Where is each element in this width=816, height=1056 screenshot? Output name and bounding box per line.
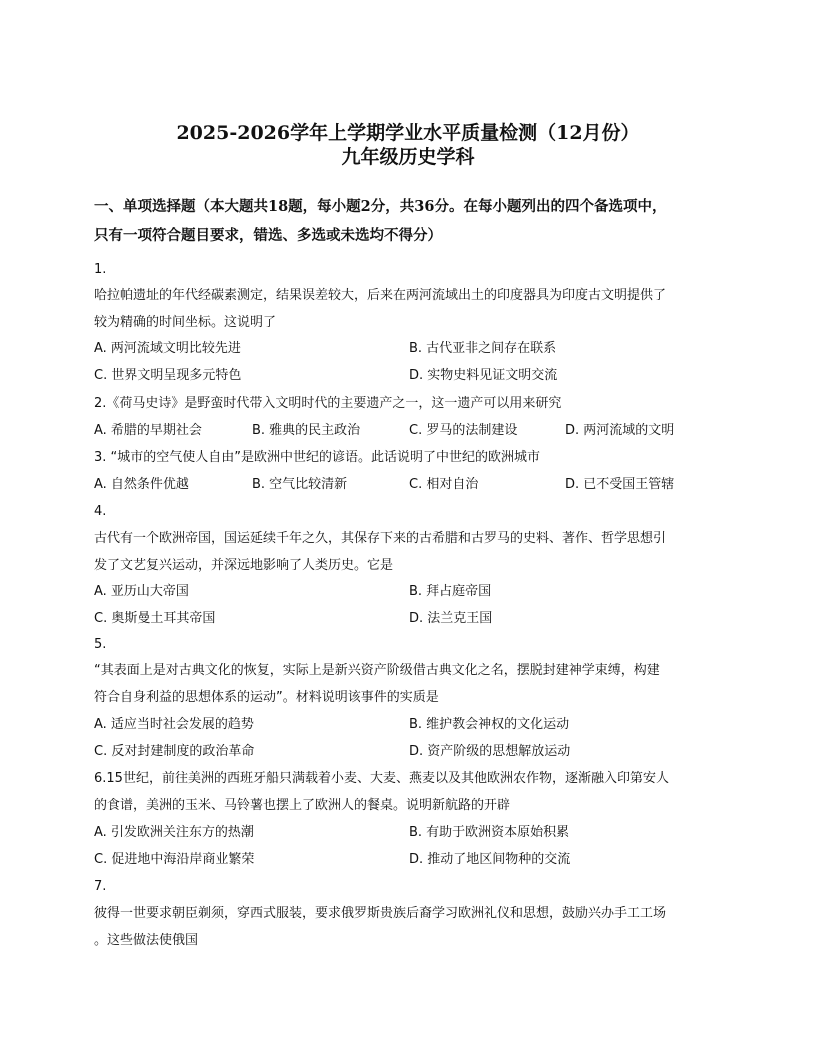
question-4-option-d[interactable]: D. 法兰克王国 (409, 611, 493, 626)
question-1-number: 1. (94, 262, 107, 277)
question-4-option-c[interactable]: C. 奥斯曼土耳其帝国 (94, 611, 216, 626)
question-1-option-d[interactable]: D. 实物史料见证文明交流 (409, 368, 558, 383)
section-heading (94, 192, 734, 250)
question-2-option-d[interactable]: D. 两河流域的文明 (565, 423, 675, 438)
question-3-option-b[interactable]: B. 空气比较清新 (252, 477, 348, 492)
question-5-option-d[interactable]: D. 资产阶级的思想解放运动 (409, 744, 571, 759)
question-2-stem: 2.《荷马史诗》是野蛮时代带入文明时代的主要遗产之一，这一遗产可以用来研究 (94, 396, 562, 411)
question-1-option-b[interactable]: B. 古代亚非之间存在联系 (409, 341, 557, 356)
question-2-option-a[interactable]: A. 希腊的早期社会 (94, 423, 202, 438)
question-6-option-d[interactable]: D. 推动了地区间物种的交流 (409, 852, 571, 867)
question-1-stem-line-2: 较为精确的时间坐标。这说明了 (94, 315, 277, 330)
question-3-option-a[interactable]: A. 自然条件优越 (94, 477, 189, 492)
question-5-stem-line-2: 符合自身利益的思想体系的运动”。材料说明该事件的实质是 (94, 690, 439, 705)
question-4-stem-line-2: 发了文艺复兴运动，并深远地影响了人类历史。它是 (94, 558, 394, 573)
exam-title: 2025-2026学年上学期学业水平质量检测（12月份） (176, 122, 640, 144)
question-5-option-a[interactable]: A. 适应当时社会发展的趋势 (94, 717, 254, 732)
question-6-option-c[interactable]: C. 促进地中海沿岸商业繁荣 (94, 852, 255, 867)
question-7-number: 7. (94, 879, 107, 894)
exam-subject: 九年级历史学科 (341, 146, 475, 168)
question-5-stem-line-1: “其表面上是对古典文化的恢复，实际上是新兴资产阶级借古典文化之名，摆脱封建神学束缚，构建 (94, 663, 660, 678)
question-1-stem-line-1: 哈拉帕遗址的年代经碳素测定，结果误差较大，后来在两河流域出土的印度器具为印度古文明提供了 (94, 288, 667, 303)
question-3-option-d[interactable]: D. 已不受国王管辖 (565, 477, 675, 492)
question-5-option-c[interactable]: C. 反对封建制度的政治革命 (94, 744, 255, 759)
section-heading-line-2: 只有一项符合题目要求，错选、多选或未选均不得分） (94, 227, 442, 244)
question-4-number: 4. (94, 504, 107, 519)
question-4-stem-line-1: 古代有一个欧洲帝国，国运延续千年之久，其保存下来的古希腊和古罗马的史料、著作、哲学思想引 (94, 531, 667, 546)
question-4-option-a[interactable]: A. 亚历山大帝国 (94, 584, 189, 599)
question-6-stem-line-1: 6.15世纪，前往美洲的西班牙船只满载着小麦、大麦、燕麦以及其他欧洲农作物，逐渐融入印第安人 (94, 771, 669, 786)
question-3-stem: 3. “城市的空气使人自由”是欧洲中世纪的谚语。此话说明了中世纪的欧洲城市 (94, 450, 541, 465)
section-heading-line-1: 一、单项选择题（本大题共18题，每小题2分，共36分。在每小题列出的四个备选项中， (94, 198, 667, 215)
question-1-option-c[interactable]: C. 世界文明呈现多元特色 (94, 368, 242, 383)
question-3-option-c[interactable]: C. 相对自治 (409, 477, 479, 492)
question-2-option-b[interactable]: B. 雅典的民主政治 (252, 423, 361, 438)
question-2-option-c[interactable]: C. 罗马的法制建设 (409, 423, 518, 438)
question-6-stem-line-2: 的食谱，美洲的玉米、马铃薯也摆上了欧洲人的餐桌。说明新航路的开辟 (94, 798, 511, 813)
question-7-stem-line-2: 。这些做法使俄国 (94, 933, 199, 948)
question-7-stem-line-1: 彼得一世要求朝臣剃须，穿西式服装，要求俄罗斯贵族后裔学习欧洲礼仪和思想，鼓励兴办手工工场 (94, 906, 667, 921)
question-4-option-b[interactable]: B. 拜占庭帝国 (409, 584, 492, 599)
question-1-option-a[interactable]: A. 两河流域文明比较先进 (94, 341, 241, 356)
question-5-number: 5. (94, 637, 107, 652)
question-5-option-b[interactable]: B. 维护教会神权的文化运动 (409, 717, 570, 732)
question-6-option-a[interactable]: A. 引发欧洲关注东方的热潮 (94, 825, 254, 840)
question-6-option-b[interactable]: B. 有助于欧洲资本原始积累 (409, 825, 570, 840)
